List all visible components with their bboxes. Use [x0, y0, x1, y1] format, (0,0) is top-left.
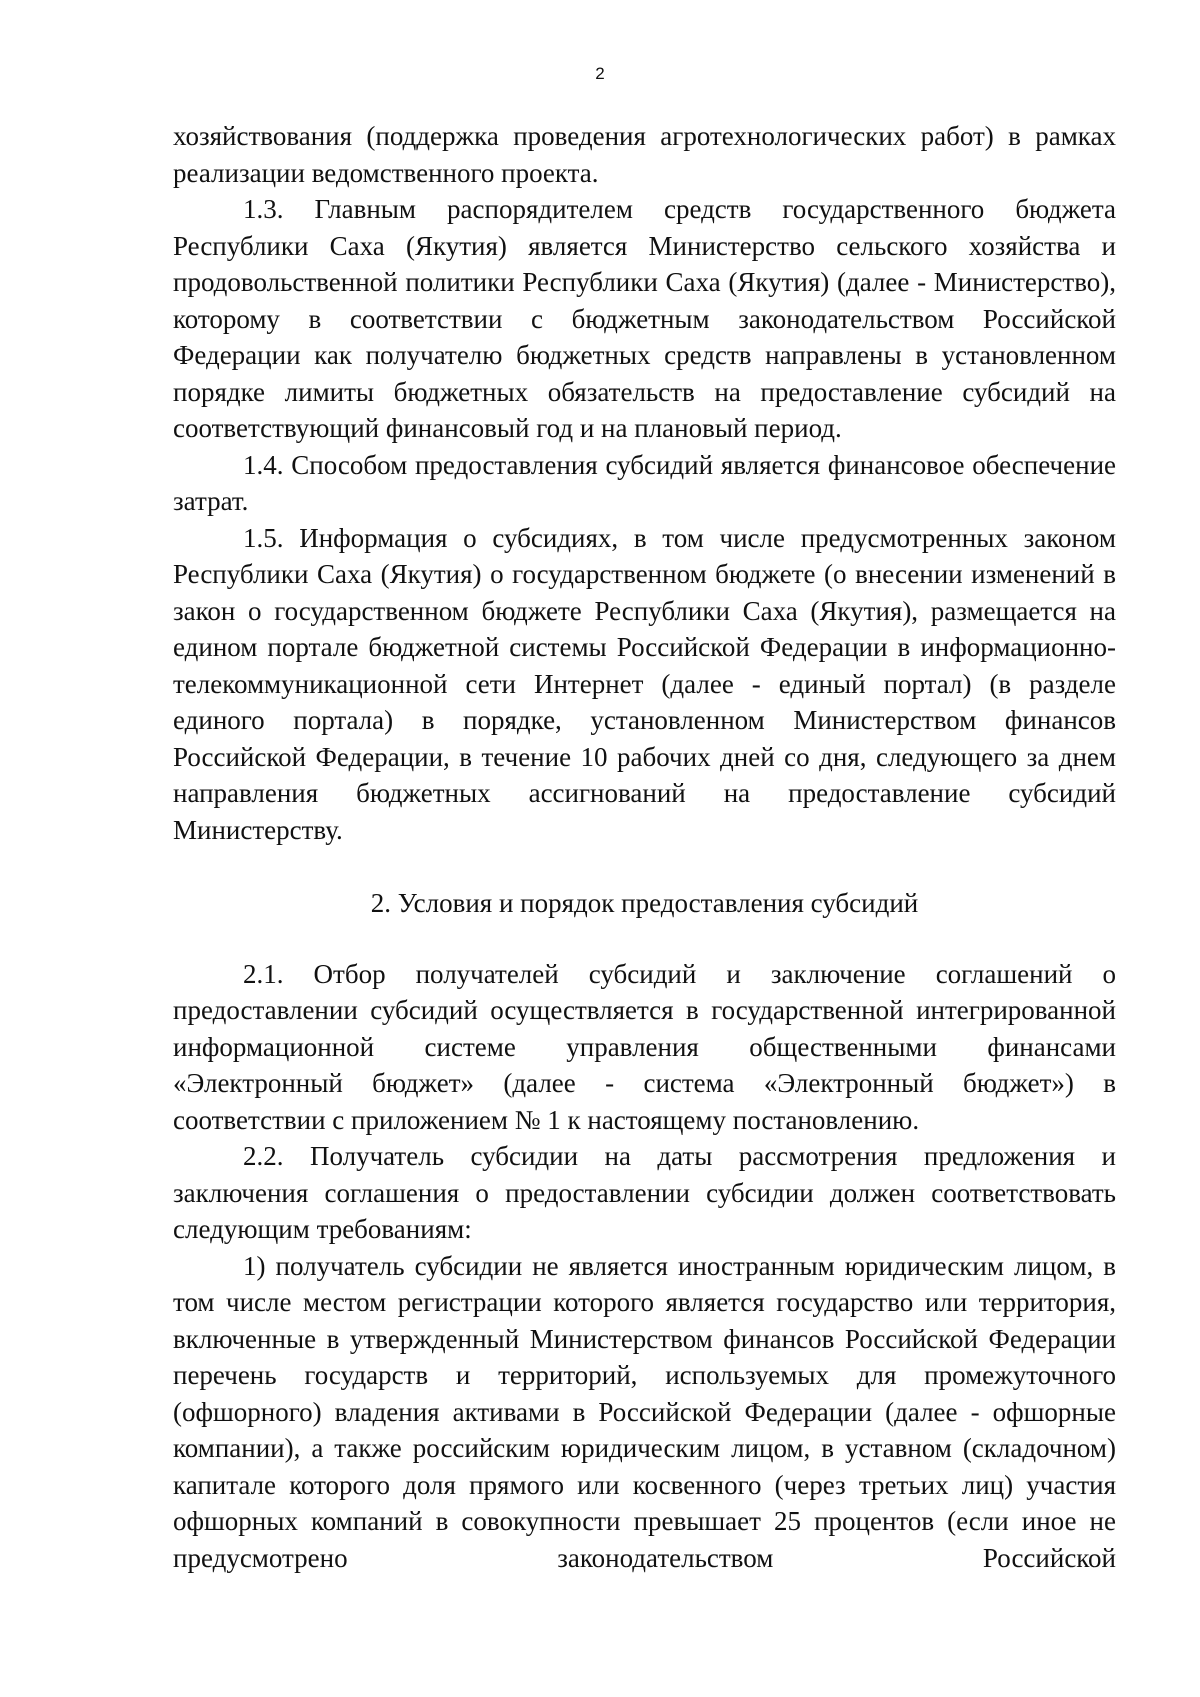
document-body	[173, 118, 1116, 1576]
paragraph-1-4: 1.4. Способом предоставления субсидий является финансовое обеспечение затрат.	[173, 449, 1116, 516]
paragraph-1-5: 1.5. Информация о субсидиях, в том числе предусмотренных законом Республики Саха (Якутия) о государственном бюджете (о внесении изменений в закон о государственном бюджете Республики Саха (Якутия), размещается на едином портале бюджетной системы Российской Федерации в информационно-телекоммуникационной сети Интернет (далее - единый портал) (в разделе единого портала) в порядке, установленном Министерством финансов Российской Федерации, в течение 10 рабочих дней со дня, следующего за днем направления бюджетных ассигнований на предоставление субсидий Министерству.	[173, 522, 1116, 845]
paragraph-continuation: хозяйствования (поддержка проведения агротехнологических работ) в рамках реализации ведомственного проекта.	[173, 121, 1116, 188]
paragraph-1-3: 1.3. Главным распорядителем средств государственного бюджета Республики Саха (Якутия) является Министерство сельского хозяйства и продовольственной политики Республики Саха (Якутия) (далее - Министерство), которому в соответствии с бюджетным законодательством Российской Федерации как получателю бюджетных средств направлены в установленном порядке лимиты бюджетных обязательств на предоставление субсидий на соответствующий финансовый год и на плановый период.	[173, 194, 1116, 443]
paragraph-2-2: 2.2. Получатель субсидии на даты рассмотрения предложения и заключения соглашения о предоставлении субсидии должен соответствовать следующим требованиям:	[173, 1141, 1116, 1244]
page-number: 2	[595, 64, 605, 83]
section-2-heading: 2. Условия и порядок предоставления субсидий	[370, 888, 919, 918]
paragraph-2-2-item-1: 1) получатель субсидии не является иностранным юридическим лицом, в том числе местом регистрации которого является государство или территория, включенные в утвержденный Министерством финансов Российской Федерации перечень государств и территорий, используемых для промежуточного (офшорного) владения активами в Российской Федерации (далее - офшорные компании), а также российским юридическим лицом, в уставном (складочном) капитале которого доля прямого или косвенного (через третьих лиц) участия офшорных компаний в совокупности превышает 25 процентов (если иное не предусмотрено законодательством Российской	[173, 1250, 1116, 1573]
paragraph-2-1: 2.1. Отбор получателей субсидий и заключение соглашений о предоставлении субсидий осуществляется в государственной интегрированной информационной системе управления общественными финансами «Электронный бюджет» (далее - система «Электронный бюджет») в соответствии с приложением № 1 к настоящему постановлению.	[173, 958, 1116, 1135]
